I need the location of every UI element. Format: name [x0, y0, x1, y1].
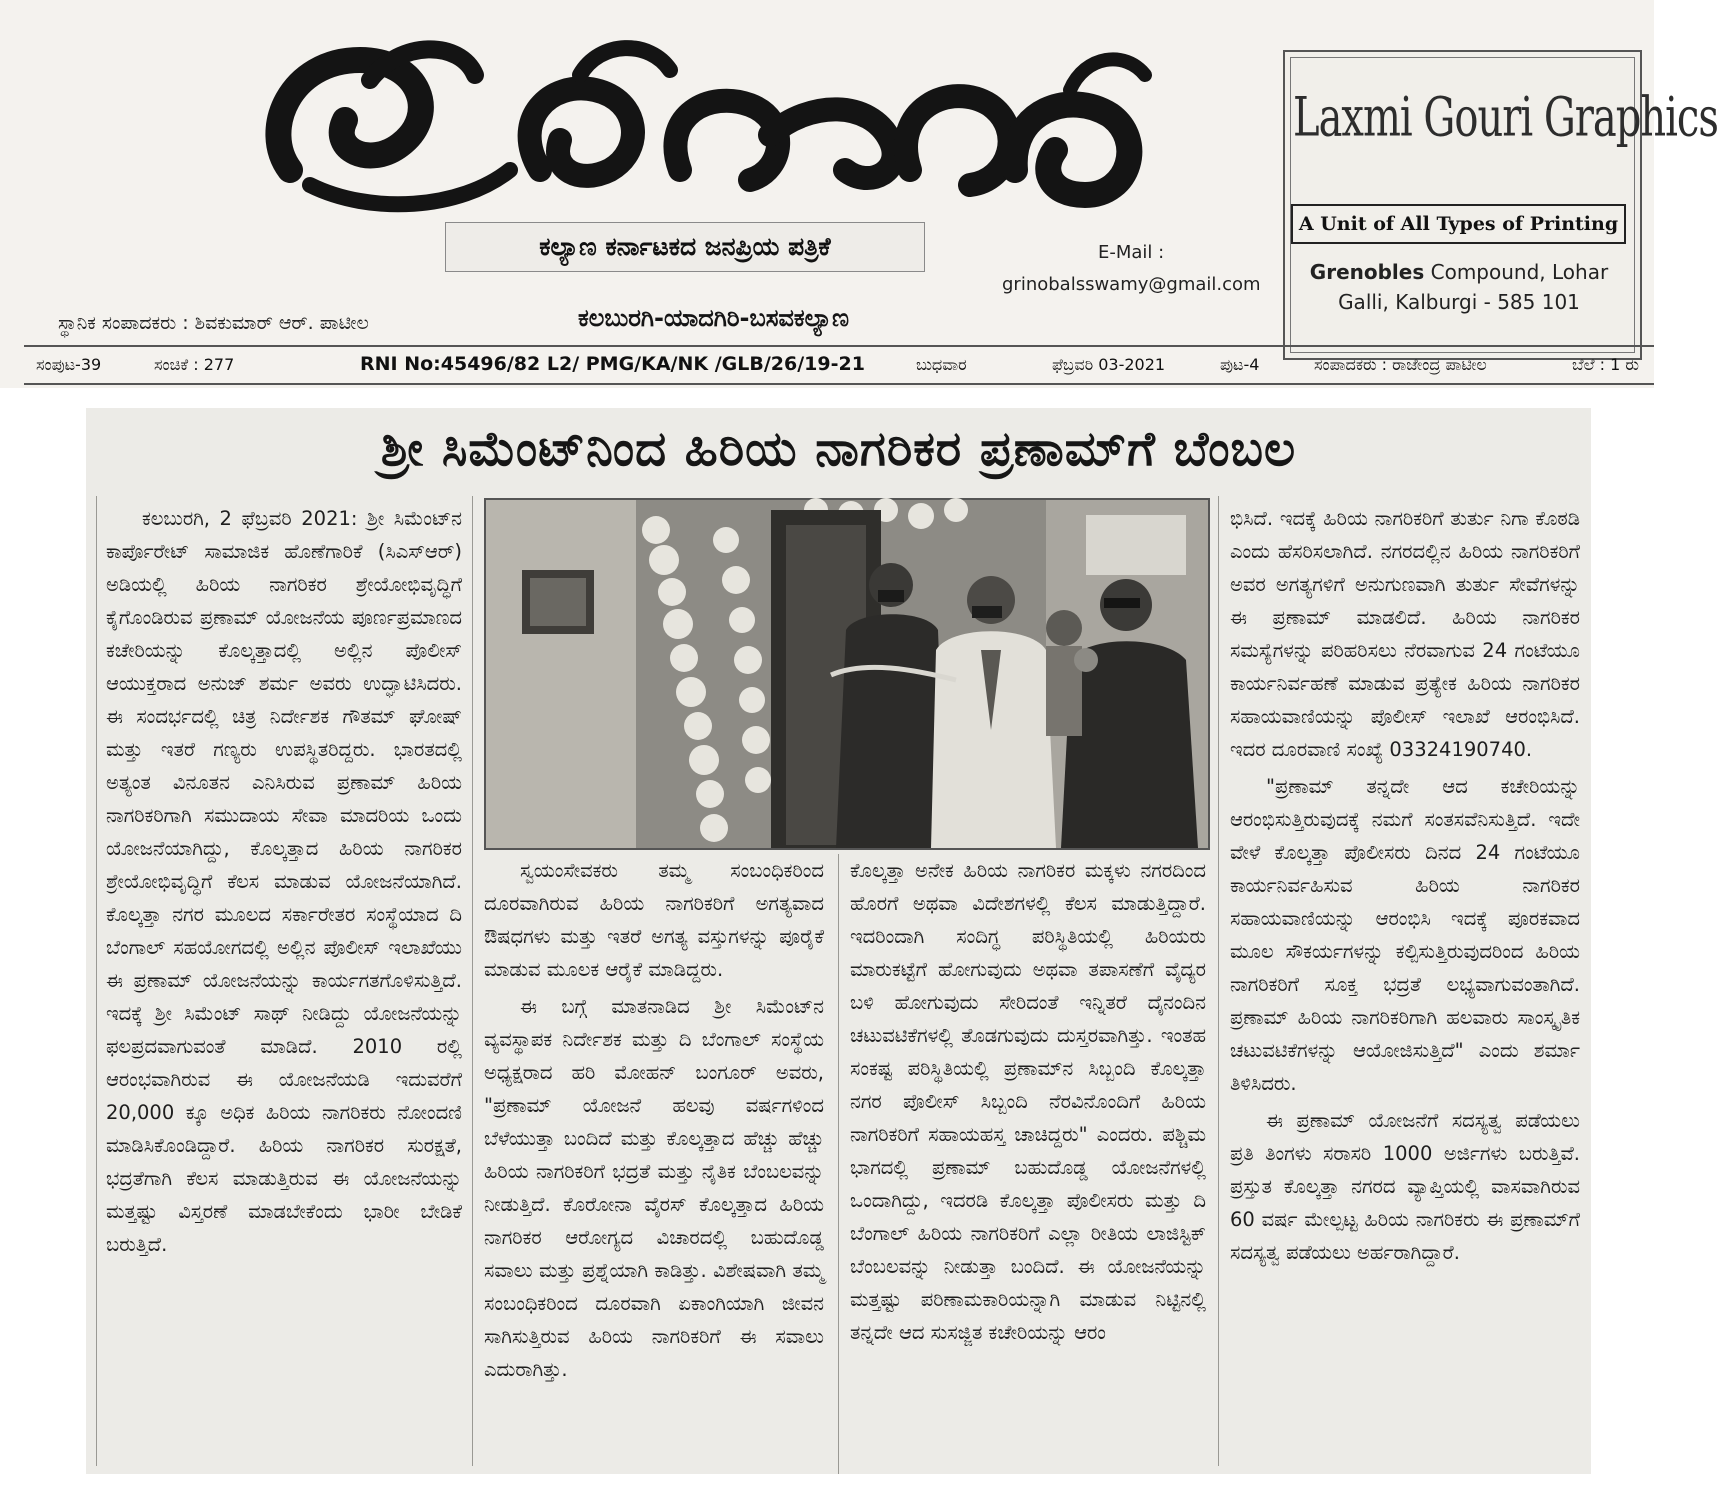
page-count: ಪುಟ-4 [1220, 355, 1260, 374]
article-paragraph: ಸ್ವಯಂಸೇವಕರು ತಮ್ಮ ಸಂಬಂಧಿಕರಿಂದ ದೂರವಾಗಿರುವ ಹಿರಿಯ ನಾಗರಿಕರಿಗೆ ಅಗತ್ಯವಾದ ಔಷಧಗಳು ಮತ್ತು ಇತರೆ ಅಗತ್ಯ ವಸ್ತುಗಳನ್ನು ಪೂರೈಕೆ ಮಾಡುವ ಮೂಲಕ ಆರೈಕೆ ಮಾಡಿದ್ದರು. [484, 859, 824, 981]
column-rule [1218, 496, 1219, 1466]
inauguration-photo [486, 500, 1208, 848]
rni-number: RNI No:45496/82 L2/ PMG/KA/NK /GLB/26/19-21 [360, 353, 865, 375]
article-paragraph: ಭಿಸಿದೆ. ಇದಕ್ಕೆ ಹಿರಿಯ ನಾಗರಿಕರಿಗೆ ತುರ್ತು ನಿಗಾ ಕೊಠಡಿ ಎಂದು ಹೆಸರಿಸಲಾಗಿದೆ. ನಗರದಲ್ಲಿನ ಹಿರಿಯ ನಾಗರಿಕರಿಗೆ ಅವರ ಅಗತ್ಯಗಳಿಗೆ ಅನುಗುಣವಾಗಿ ತುರ್ತು ಸೇವೆಗಳನ್ನು ಈ ಪ್ರಣಾಮ್ ಮಾಡಲಿದೆ. ಹಿರಿಯ ನಾಗರಿಕರ ಸಮಸ್ಯೆಗಳನ್ನು ಪರಿಹರಿಸಲು ನೆರವಾಗುವ 24 ಗಂಟೆಯೂ ಕಾರ್ಯನಿರ್ವಹಣೆ ಮಾಡುವ ಪ್ರತ್ಯೇಕ ಹಿರಿಯ ನಾಗರಿಕರ ಸಹಾಯವಾಣಿಯನ್ನು ಪೊಲೀಸ್ ಇಲಾಖೆ ಆರಂಭಿಸಿದೆ. ಇದರ ದೂರವಾಣಿ ಸಂಖ್ಯೆ 03324190740. [1230, 507, 1580, 761]
column-rule [838, 854, 839, 1474]
advertisement-box [1283, 50, 1718, 360]
weekday: ಬುಧವಾರ [916, 355, 967, 374]
article-paragraph: ಕೊಲ್ಕತ್ತಾ ಅನೇಕ ಹಿರಿಯ ನಾಗರಿಕರ ಮಕ್ಕಳು ನಗರದಿಂದ ಹೊರಗೆ ಅಥವಾ ವಿದೇಶಗಳಲ್ಲಿ ಕೆಲಸ ಮಾಡುತ್ತಿದ್ದಾರೆ. ಇದರಿಂದಾಗಿ ಸಂದಿಗ್ಧ ಪರಿಸ್ಥಿತಿಯಲ್ಲಿ ಹಿರಿಯರು ಮಾರುಕಟ್ಟೆಗೆ ಹೋಗುವುದು ಅಥವಾ ತಪಾಸಣೆಗೆ ವೈದ್ಯರ ಬಳಿ ಹೋಗುವುದು ಸೇರಿದಂತೆ ಇನ್ನಿತರೆ ದೈನಂದಿನ ಚಟುವಟಿಕೆಗಳಲ್ಲಿ ತೊಡಗುವುದು ದುಸ್ತರವಾಗಿತ್ತು. ಇಂತಹ ಸಂಕಷ್ಟ ಪರಿಸ್ಥಿತಿಯಲ್ಲಿ ಪ್ರಣಾಮ್‌ನ ಸಿಬ್ಬಂದಿ ಕೊಲ್ಕತ್ತಾ ನಗರ ಪೊಲೀಸ್ ಸಿಬ್ಬಂದಿ ನೆರವಿನೊಂದಿಗೆ ಹಿರಿಯ ನಾಗರಿಕರಿಗೆ ಸಹಾಯಹಸ್ತ ಚಾಚಿದ್ದರು" ಎಂದರು. ಪಶ್ಚಿಮ ಭಾಗದಲ್ಲಿ ಪ್ರಣಾಮ್ ಬಹುದೊಡ್ಡ ಯೋಜನೆಗಳಲ್ಲಿ ಒಂದಾಗಿದ್ದು, ಇದರಡಿ ಕೊಲ್ಕತ್ತಾ ಪೊಲೀಸರು ಮತ್ತು ದಿ ಬೆಂಗಾಲ್ ಹಿರಿಯ ನಾಗರಿಕರಿಗೆ ಎಲ್ಲಾ ರೀತಿಯ ಲಾಜಿಸ್ಟಿಕ್ ಬೆಂಬಲವನ್ನು ನೀಡುತ್ತಾ ಬಂದಿದೆ. ಈ ಯೋಜನೆಯನ್ನು ಮತ್ತಷ್ಟು ಪರಿಣಾಮಕಾರಿಯನ್ನಾಗಿ ಮಾಡುವ ನಿಟ್ಟಿನಲ್ಲಿ ತನ್ನದೇ ಆದ ಸುಸಜ್ಜಿತ ಕಚೇರಿಯನ್ನು ಆರಂ [850, 859, 1206, 1344]
advertisement-address-line2: Galli, Kalburgi - 585 101 [1338, 290, 1580, 314]
email-address[interactable]: grinobalsswamy@gmail.com [1002, 274, 1261, 295]
advertisement-unit: A Unit of All Types of Printing [1291, 204, 1626, 244]
column-rule [472, 496, 473, 1466]
article-paragraph: ಈ ಬಗ್ಗೆ ಮಾತನಾಡಿದ ಶ್ರೀ ಸಿಮೆಂಟ್‌ನ ವ್ಯವಸ್ಥಾಪಕ ನಿರ್ದೇಶಕ ಮತ್ತು ದಿ ಬೆಂಗಾಲ್ ಸಂಸ್ಥೆಯ ಅಧ್ಯಕ್ಷರಾದ ಹರಿ ಮೋಹನ್ ಬಂಗೂರ್ ಅವರು, "ಪ್ರಣಾಮ್ ಯೋಜನೆ ಹಲವು ವರ್ಷಗಳಿಂದ ಬೆಳೆಯುತ್ತಾ ಬಂದಿದೆ ಮತ್ತು ಕೊಲ್ಕತ್ತಾದ ಹೆಚ್ಚು ಹೆಚ್ಚು ಹಿರಿಯ ನಾಗರಿಕರಿಗೆ ಭದ್ರತೆ ಮತ್ತು ನೈತಿಕ ಬೆಂಬಲವನ್ನು ನೀಡುತ್ತಿದೆ. ಕೊರೋನಾ ವೈರಸ್ ಕೊಲ್ಕತ್ತಾದ ಹಿರಿಯ ನಾಗರಿಕರ ಆರೋಗ್ಯದ ವಿಚಾರದಲ್ಲಿ ಬಹುದೊಡ್ಡ ಸವಾಲು ಮತ್ತು ಪ್ರಶ್ನೆಯಾಗಿ ಕಾಡಿತ್ತು. ವಿಶೇಷವಾಗಿ ತಮ್ಮ ಸಂಬಂಧಿಕರಿಂದ ದೂರವಾಗಿ ಏಕಾಂಗಿಯಾಗಿ ಜೀವನ ಸಾಗಿಸುತ್ತಿರುವ ಹಿರಿಯ ನಾಗರಿಕರಿಗೆ ಈ ಸವಾಲು ಎದುರಾಗಿತ್ತು. [484, 995, 824, 1381]
article-column-3 [850, 854, 1206, 1474]
article-column-4 [1230, 502, 1580, 1472]
advertisement-title: Laxmi Gouri Graphics [1293, 86, 1718, 149]
column-rule [96, 496, 97, 1466]
tagline: ಕಲ್ಯಾಣ ಕರ್ನಾಟಕದ ಜನಪ್ರಿಯ ಪತ್ರಿಕೆ [445, 222, 925, 272]
issue-date: ಫೆಬ್ರವರಿ 03-2021 [1052, 355, 1166, 374]
article-paragraph: "ಪ್ರಣಾಮ್ ತನ್ನದೇ ಆದ ಕಚೇರಿಯನ್ನು ಆರಂಭಿಸುತ್ತಿರುವುದಕ್ಕೆ ನಮಗೆ ಸಂತಸವೆನಿಸುತ್ತಿದೆ. ಇದೇ ವೇಳೆ ಕೊಲ್ಕತ್ತಾ ಪೊಲೀಸರು ದಿನದ 24 ಗಂಟೆಯೂ ಕಾರ್ಯನಿರ್ವಹಿಸುವ ಹಿರಿಯ ನಾಗರಿಕರ ಸಹಾಯವಾಣಿಯನ್ನು ಆರಂಭಿಸಿ ಇದಕ್ಕೆ ಪೂರಕವಾದ ಮೂಲ ಸೌಕರ್ಯಗಳನ್ನು ಕಲ್ಪಿಸುತ್ತಿರುವುದರಿಂದ ಹಿರಿಯ ನಾಗರಿಕರಿಗೆ ಸೂಕ್ತ ಭದ್ರತೆ ಲಭ್ಯವಾಗುವಂತಾಗಿದೆ. ಪ್ರಣಾಮ್ ಹಿರಿಯ ನಾಗರಿಕರಿಗಾಗಿ ಹಲವಾರು ಸಾಂಸ್ಕೃತಿಕ ಚಟುವಟಿಕೆಗಳನ್ನು ಆಯೋಜಿಸುತ್ತಿದೆ" ಎಂದು ಶರ್ಮಾ ತಿಳಿಸಿದರು. [1230, 775, 1580, 1095]
local-editor: ಸ್ಥಾನಿಕ ಸಂಪಾದಕರು : ಶಿವಕುಮಾರ್ ಆರ್. ಪಾಟೀಲ [58, 312, 369, 334]
email-label: E-Mail : [1098, 242, 1165, 263]
advertisement-address-line1: Compound, Lohar [1424, 260, 1609, 284]
news-article [86, 408, 1591, 1474]
logo-text: ಶ್ರೀನೋಬಲ್ಲ [250, 20, 254, 21]
article-column-1 [106, 502, 462, 1472]
advertisement-address [1291, 257, 1627, 317]
edition-cities: ಕಲಬುರಗಿ-ಯಾದಗಿರಿ-ಬಸವಕಲ್ಯಾಣ [578, 304, 850, 332]
issue-number: ಸಂಚಿಕೆ : 277 [154, 355, 235, 374]
issue-info-bar [24, 345, 1654, 385]
article-paragraph: ಈ ಪ್ರಣಾಮ್ ಯೋಜನೆಗೆ ಸದಸ್ಯತ್ವ ಪಡೆಯಲು ಪ್ರತಿ ತಿಂಗಳು ಸರಾಸರಿ 1000 ಅರ್ಜಿಗಳು ಬರುತ್ತಿವೆ. ಪ್ರಸ್ತುತ ಕೊಲ್ಕತ್ತಾ ನಗರದ ವ್ಯಾಪ್ತಿಯಲ್ಲಿ ವಾಸವಾಗಿರುವ 60 ವರ್ಷ ಮೇಲ್ಪಟ್ಟ ಹಿರಿಯ ನಾಗರಿಕರು ಈ ಪ್ರಣಾಮ್‌ಗೆ ಸದಸ್ಯತ್ವ ಪಡೆಯಲು ಅರ್ಹರಾಗಿದ್ದಾರೆ. [1230, 1109, 1580, 1264]
editor-name: ಸಂಪಾದಕರು : ರಾಜೇಂದ್ರ ಪಾಟೀಲ [1314, 355, 1487, 374]
newspaper-logo [250, 20, 1170, 230]
advertisement-address-bold: Grenobles [1309, 260, 1425, 284]
article-photo [484, 498, 1210, 850]
article-column-2 [484, 854, 824, 1474]
volume-number: ಸಂಪುಟ-39 [36, 355, 102, 374]
article-paragraph: ಕಲಬುರಗಿ, 2 ಫೆಬ್ರವರಿ 2021: ಶ್ರೀ ಸಿಮೆಂಟ್‌ನ ಕಾರ್ಪೊರೇಟ್ ಸಾಮಾಜಿಕ ಹೊಣೆಗಾರಿಕೆ (ಸಿಎಸ್‌ಆರ್) ಅಡಿಯಲ್ಲಿ ಹಿರಿಯ ನಾಗರಿಕರ ಶ್ರೇಯೋಭಿವೃದ್ಧಿಗೆ ಕೈಗೊಂಡಿರುವ ಪ್ರಣಾಮ್ ಯೋಜನೆಯ ಪೂರ್ಣಪ್ರಮಾಣದ ಕಚೇರಿಯನ್ನು ಕೊಲ್ಕತ್ತಾದಲ್ಲಿ ಅಲ್ಲಿನ ಪೊಲೀಸ್ ಆಯುಕ್ತರಾದ ಅನುಜ್ ಶರ್ಮ ಅವರು ಉದ್ಘಾಟಿಸಿದರು. ಈ ಸಂದರ್ಭದಲ್ಲಿ ಚಿತ್ರ ನಿರ್ದೇಶಕ ಗೌತಮ್ ಘೋಷ್ ಮತ್ತು ಇತರೆ ಗಣ್ಯರು ಉಪಸ್ಥಿತರಿದ್ದರು. ಭಾರತದಲ್ಲಿ ಅತ್ಯಂತ ವಿನೂತನ ಎನಿಸಿರುವ ಪ್ರಣಾಮ್ ಹಿರಿಯ ನಾಗರಿಕರಿಗಾಗಿ ಸಮುದಾಯ ಸೇವಾ ಮಾದರಿಯ ಒಂದು ಯೋಜನೆಯಾಗಿದ್ದು, ಕೊಲ್ಕತ್ತಾದ ಹಿರಿಯ ನಾಗರಿಕರ ಶ್ರೇಯೋಭಿವೃದ್ಧಿಗೆ ಕೆಲಸ ಮಾಡುವ ಯೋಜನೆಯಾಗಿದೆ. ಕೊಲ್ಕತ್ತಾ ನಗರ ಮೂಲದ ಸರ್ಕಾರೇತರ ಸಂಸ್ಥೆಯಾದ ದಿ ಬೆಂಗಾಲ್ ಸಹಯೋಗದಲ್ಲಿ ಅಲ್ಲಿನ ಪೊಲೀಸ್ ಇಲಾಖೆಯು ಈ ಪ್ರಣಾಮ್ ಯೋಜನೆಯನ್ನು ಕಾರ್ಯಗತಗೊಳಿಸುತ್ತಿದೆ. ಇದಕ್ಕೆ ಶ್ರೀ ಸಿಮೆಂಟ್ ಸಾಥ್ ನೀಡಿದ್ದು ಯೋಜನೆಯನ್ನು ಫಲಪ್ರದವಾಗುವಂತೆ ಮಾಡಿದೆ. 2010 ರಲ್ಲಿ ಆರಂಭವಾಗಿರುವ ಈ ಯೋಜನೆಯಡಿ ಇದುವರೆಗೆ 20,000 ಕ್ಕೂ ಅಧಿಕ ಹಿರಿಯ ನಾಗರಿಕರು ನೋಂದಣಿ ಮಾಡಿಸಿಕೊಂಡಿದ್ದಾರೆ. ಹಿರಿಯ ನಾಗರಿಕರ ಸುರಕ್ಷತೆ, ಭದ್ರತೆಗಾಗಿ ಕೆಲಸ ಮಾಡುತ್ತಿರುವ ಈ ಯೋಜನೆಯನ್ನು ಮತ್ತಷ್ಟು ವಿಸ್ತರಣೆ ಮಾಡಬೇಕೆಂದು ಭಾರೀ ಬೇಡಿಕೆ ಬರುತ್ತಿದೆ. [106, 507, 462, 1256]
masthead [0, 0, 1718, 388]
price: ಬೆಲೆ : 1 ರು [1572, 355, 1639, 374]
article-headline: ಶ್ರೀ ಸಿಮೆಂಟ್‌ನಿಂದ ಹಿರಿಯ ನಾಗರಿಕರ ಪ್ರಣಾಮ್‌ಗೆ ಬೆಂಬಲ [380, 421, 1297, 477]
